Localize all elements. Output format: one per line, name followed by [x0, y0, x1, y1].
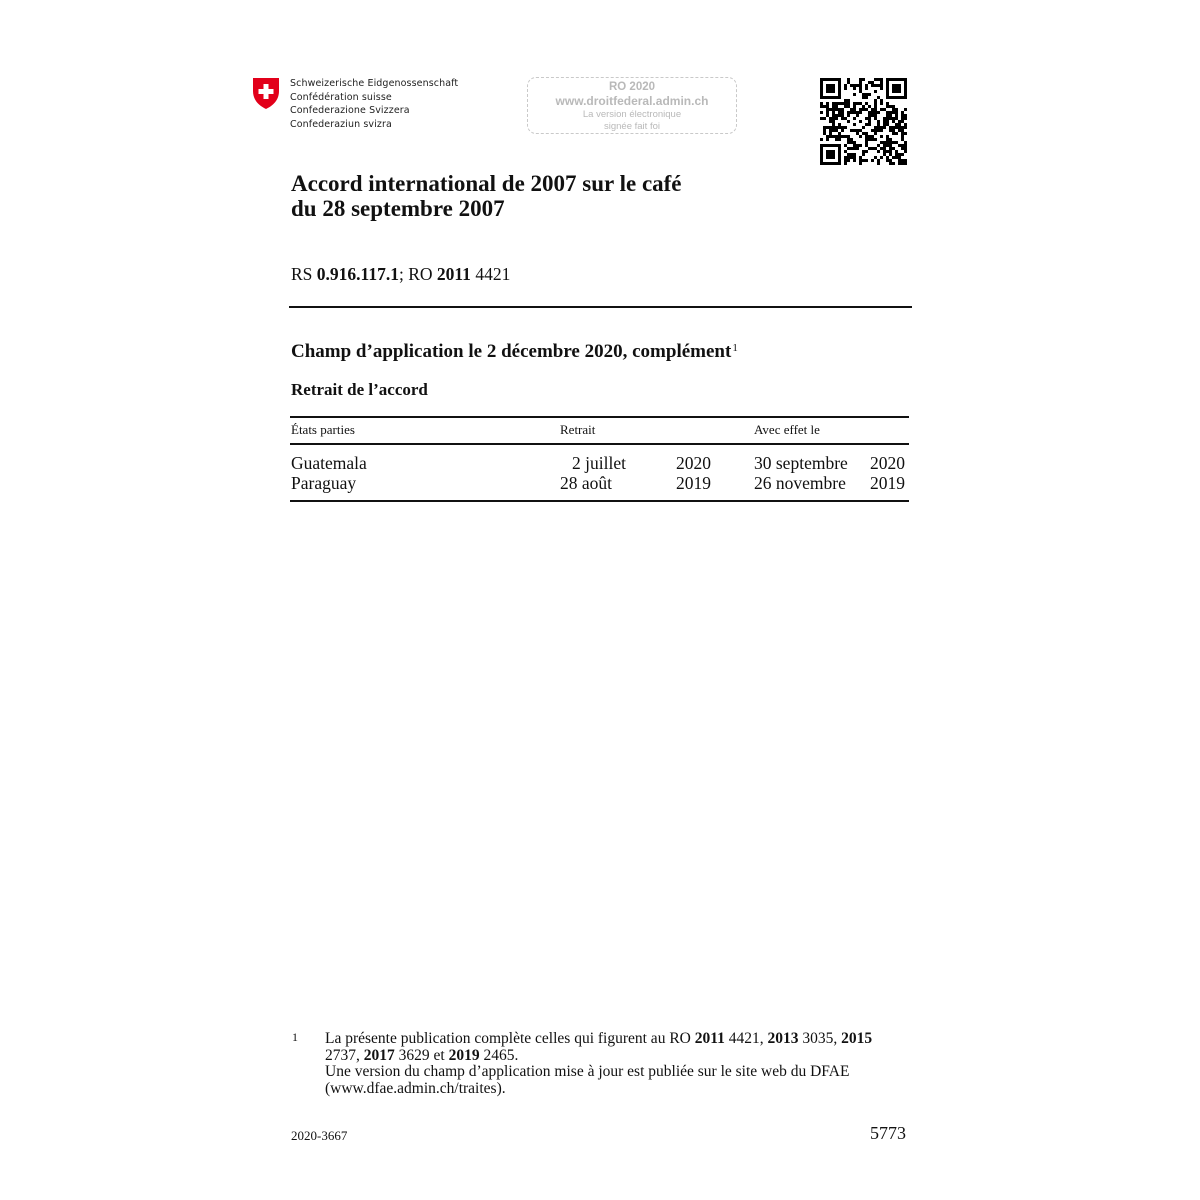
row-effective-date: 30 septembre: [754, 453, 848, 473]
swiss-coat-of-arms-icon: [251, 77, 281, 110]
footnote-year: 2015: [841, 1030, 873, 1047]
footnote-text-part: 3035,: [798, 1030, 842, 1047]
row-state: Paraguay: [291, 473, 357, 493]
stamp-note-1: La version électronique: [582, 109, 682, 120]
row-effective-year: 2019: [870, 473, 905, 493]
col-header-withdrawal: Retrait: [560, 422, 596, 437]
footnote-text-part: La présente publication complète celles qui figurent au RO: [325, 1030, 695, 1047]
subsection-title: Retrait de l’accord: [291, 380, 428, 399]
document-number: 2020-3667: [291, 1128, 348, 1143]
rs-reference: [291, 264, 510, 285]
table-header-rule: [290, 443, 909, 445]
title-line-2: du 28 septembre 2007: [291, 196, 505, 221]
ro-year: 2011: [436, 264, 471, 284]
document-title: [291, 171, 682, 221]
footnote-text-part: 2737,: [325, 1046, 364, 1064]
rs-sep: ; RO: [398, 264, 437, 284]
row-withdrawal-year: 2020: [676, 453, 711, 473]
col-header-state: États parties: [291, 422, 355, 437]
footnote-text-part: 3629 et: [394, 1046, 449, 1064]
row-withdrawal-date: 28 août: [560, 473, 613, 493]
footnote-year: 2017: [363, 1046, 395, 1064]
table-top-rule: [290, 416, 909, 418]
row-effective-year: 2020: [870, 453, 905, 473]
row-withdrawal-date: 2 juillet: [572, 453, 626, 473]
table-bottom-rule: [290, 500, 909, 502]
footnote-year: 2013: [767, 1030, 799, 1047]
footnote-text-part: 2465.: [479, 1046, 519, 1064]
footnote-ref[interactable]: 1: [732, 342, 738, 354]
confederation-names: [290, 77, 458, 131]
footnote-references: [325, 1030, 872, 1064]
footnote-text-part: 4421,: [724, 1030, 768, 1047]
title-line-1: Accord international de 2007 sur le café: [291, 171, 682, 196]
confederation-line-rm: Confederaziun svizra: [290, 118, 392, 130]
row-withdrawal-year: 2019: [676, 473, 711, 493]
footnote-year: 2011: [694, 1030, 725, 1047]
confederation-line-it: Confederazione Svizzera: [290, 105, 410, 117]
publication-stamp: [527, 77, 737, 134]
footnote-line-2: Une version du champ d’application mise à jour est publiée sur le site web du DFAE (www.dfae.admin.ch/traites).: [325, 1063, 850, 1097]
col-header-effective: Avec effet le: [754, 422, 820, 437]
ro-page: 4421: [470, 264, 511, 284]
footnote-number: 1: [292, 1030, 298, 1044]
section-title-text: Champ d’application le 2 décembre 2020, complément: [291, 341, 732, 362]
stamp-note-2: signée fait foi: [604, 120, 660, 132]
page-number: 5773: [870, 1123, 906, 1143]
stamp-ro: RO 2020: [608, 81, 656, 93]
row-effective-date: 26 novembre: [754, 473, 846, 493]
confederation-line-de: Schweizerische Eidgenossenschaft: [290, 78, 459, 89]
rs-number: 0.916.117.1: [316, 264, 399, 284]
header-divider: [289, 306, 912, 308]
footnote-text: [325, 1031, 905, 1097]
rs-prefix: RS: [291, 264, 317, 284]
qr-code-icon: [820, 78, 907, 165]
confederation-line-fr: Confédération suisse: [290, 91, 392, 103]
section-title: [291, 341, 738, 363]
footnote-year: 2019: [448, 1046, 480, 1064]
stamp-url: www.droitfederal.admin.ch: [555, 94, 709, 108]
row-state: Guatemala: [291, 453, 367, 473]
